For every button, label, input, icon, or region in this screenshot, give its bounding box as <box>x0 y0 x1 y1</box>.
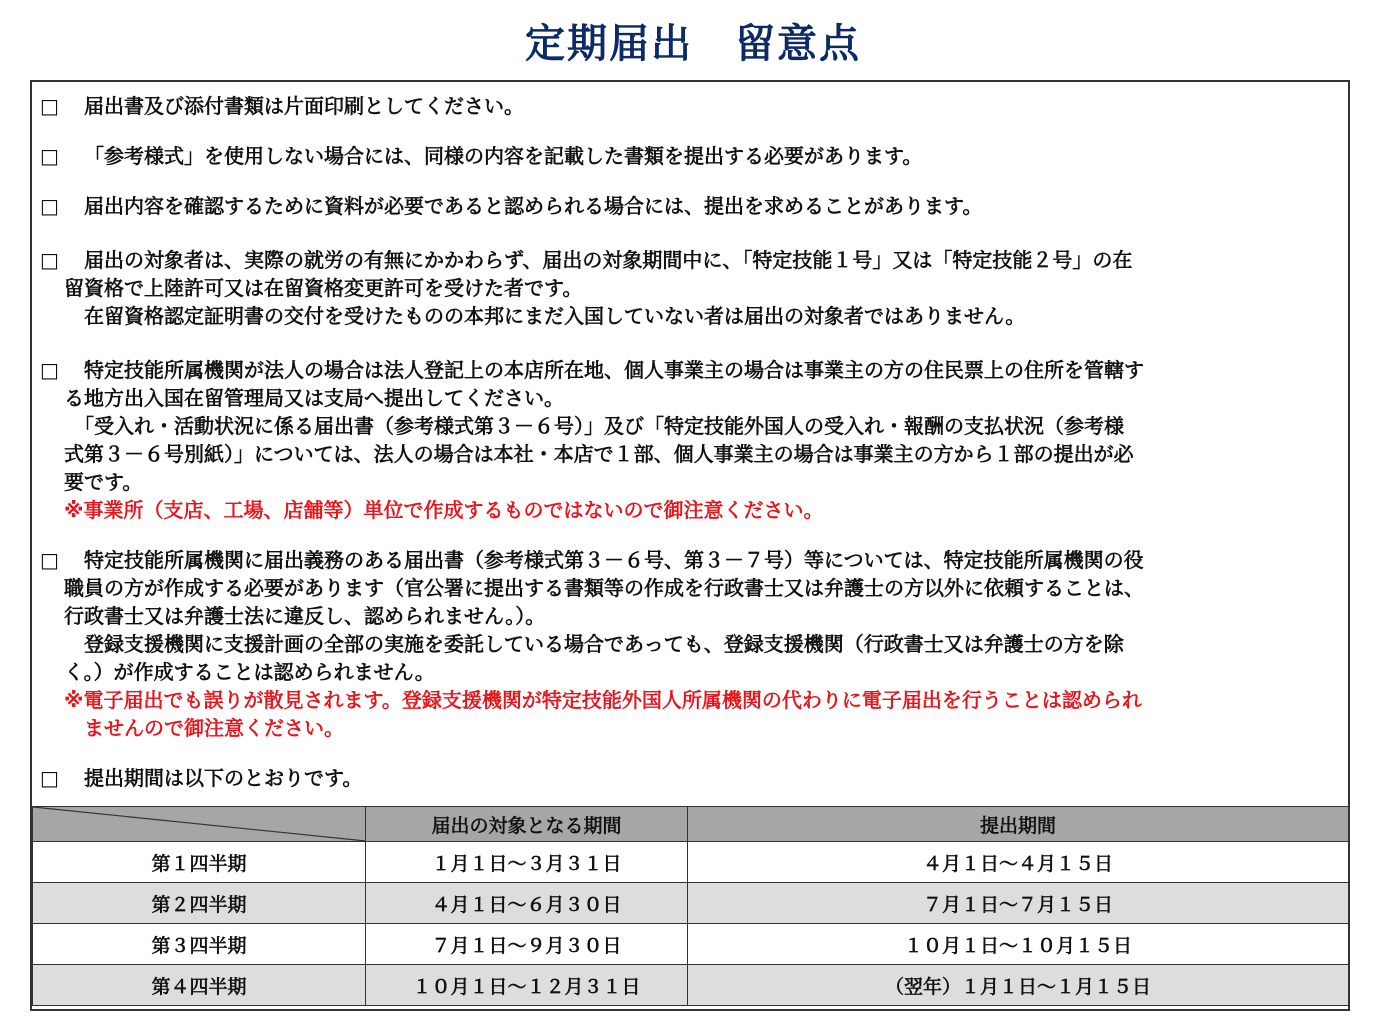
checkbox-square-icon: □ <box>40 358 59 382</box>
warning-text: ※事業所（支店、工場、店舗等）単位で作成するものではないので御注意ください。 <box>64 498 824 522</box>
note-line: 要です。 <box>64 470 143 494</box>
checkbox-square-icon: □ <box>40 766 59 790</box>
table-header-row <box>33 807 1349 842</box>
submission-cell: ７月１日～７月１５日 <box>688 883 1349 924</box>
note-line: 届出書及び添付書類は片面印刷としてください。 <box>84 94 524 118</box>
warning-text: ※電子届出でも誤りが散見されます。登録支援機関が特定技能外国人所属機関の代わりに電子届出を行うことは認められ <box>64 688 1142 712</box>
note-line: 特定技能所属機関に届出義務のある届出書（参考様式第３－６号、第３－７号）等については、特定技能所属機関の役 <box>84 548 1144 572</box>
checkbox-square-icon: □ <box>40 248 59 272</box>
note-item <box>40 546 1336 742</box>
table-row <box>33 924 1349 965</box>
quarter-cell: 第３四半期 <box>33 924 366 965</box>
note-line: 届出内容を確認するために資料が必要であると認められる場合には、提出を求めることがあります。 <box>84 194 983 218</box>
note-line: 届出の対象者は、実際の就労の有無にかかわらず、届出の対象期間中に、「特定技能１号」又は「特定技能２号」の在 <box>84 248 1133 272</box>
submission-cell: （翌年）１月１日～１月１５日 <box>688 965 1349 1006</box>
period-cell: ４月１日～６月３０日 <box>366 883 688 924</box>
table-row <box>33 965 1349 1006</box>
checkbox-square-icon: □ <box>40 144 59 168</box>
submission-cell: １０月１日～１０月１５日 <box>688 924 1349 965</box>
notes-frame <box>30 80 1350 1011</box>
note-line: 在留資格認定証明書の交付を受けたものの本邦にまだ入国していない者は届出の対象者ではありません。 <box>64 304 1026 328</box>
note-line: 職員の方が作成する必要があります（官公署に提出する書類等の作成を行政書士又は弁護士の方以外に依頼することは、 <box>64 576 1144 600</box>
table-corner-cell <box>33 807 366 842</box>
note-line: る地方出入国在留管理局又は支局へ提出してください。 <box>64 386 564 410</box>
warning-text: ませんので御注意ください。 <box>64 716 344 740</box>
note-line: 行政書士又は弁護士法に違反し、認められません。）。 <box>64 604 546 628</box>
note-item <box>40 192 1336 220</box>
note-line: 式第３－６号別紙）」については、法人の場合は本社・本店で１部、個人事業主の場合は事業主の方から１部の提出が必 <box>64 442 1134 466</box>
note-line: 「受入れ・活動状況に係る届出書（参考様式第３－６号）」及び「特定技能外国人の受入れ・報酬の支払状況（参考様 <box>64 414 1124 438</box>
period-cell: １月１日～３月３１日 <box>366 842 688 883</box>
diagonal-line <box>33 807 366 841</box>
period-cell: １０月１日～１２月３１日 <box>366 965 688 1006</box>
note-line: 提出期間は以下のとおりです。 <box>84 766 363 790</box>
note-item <box>40 764 1336 792</box>
period-cell: ７月１日～９月３０日 <box>366 924 688 965</box>
note-line: 特定技能所属機関が法人の場合は法人登記上の本店所在地、個人事業主の場合は事業主の方の住民票上の住所を管轄す <box>84 358 1144 382</box>
note-item <box>40 92 1336 120</box>
table-row <box>33 883 1349 924</box>
checkbox-square-icon: □ <box>40 194 59 218</box>
note-item <box>40 246 1336 330</box>
schedule-table <box>32 806 1349 1006</box>
note-line: 登録支援機関に支援計画の全部の実施を委託している場合であっても、登録支援機関（行政書士又は弁護士の方を除 <box>64 632 1124 656</box>
table-row <box>33 842 1349 883</box>
note-line: 留資格で上陸許可又は在留資格変更許可を受けた者です。 <box>64 276 583 300</box>
checkbox-square-icon: □ <box>40 548 59 572</box>
checkbox-square-icon: □ <box>40 94 59 118</box>
page-title: 定期届出 留意点 <box>525 21 861 67</box>
column-header: 提出期間 <box>688 807 1349 842</box>
note-line: 「参考様式」を使用しない場合には、同様の内容を記載した書類を提出する必要があります。 <box>84 144 923 168</box>
quarter-cell: 第２四半期 <box>33 883 366 924</box>
quarter-cell: 第１四半期 <box>33 842 366 883</box>
note-item <box>40 356 1336 524</box>
note-line: く。）が作成することは認められません。 <box>64 660 435 684</box>
column-header: 届出の対象となる期間 <box>366 807 688 842</box>
quarter-cell: 第４四半期 <box>33 965 366 1006</box>
submission-cell: ４月１日～４月１５日 <box>688 842 1349 883</box>
note-item <box>40 142 1336 170</box>
